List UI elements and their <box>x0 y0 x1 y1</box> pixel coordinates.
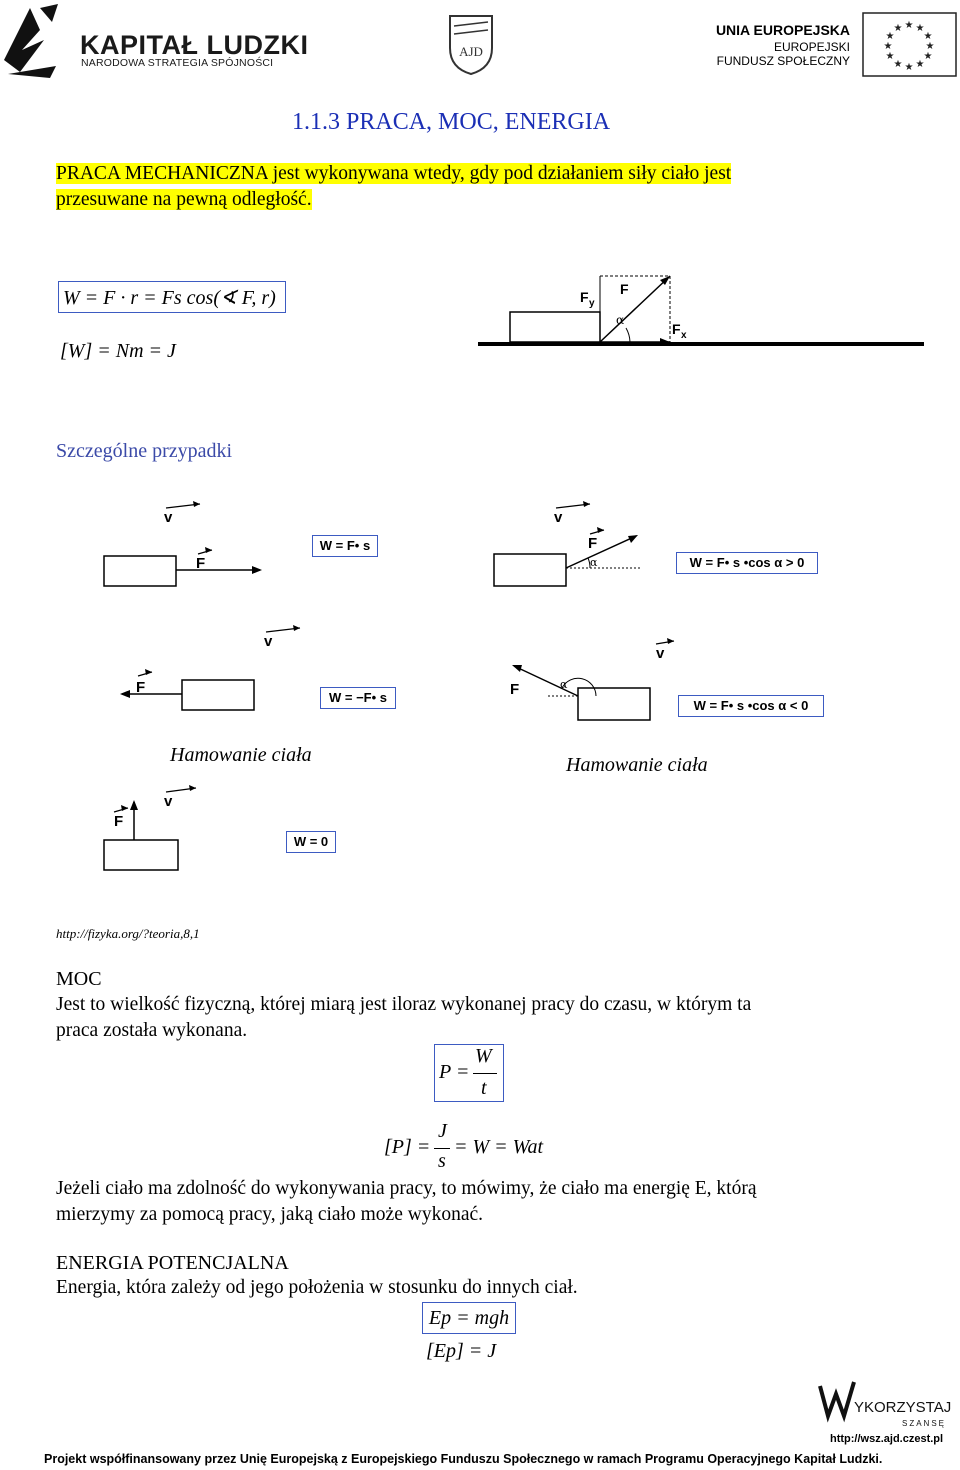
footer-url-link[interactable]: http://wsz.ajd.czest.pl <box>830 1433 944 1445</box>
svg-text:★: ★ <box>925 41 935 52</box>
angle-alpha-label: α <box>616 313 625 327</box>
power-unit: [P] = J s = W = Wat <box>384 1120 544 1172</box>
logo-subtext: SZANSĘ <box>902 1419 947 1428</box>
force-y-label: F <box>580 289 589 305</box>
work-force-diagram <box>474 262 934 354</box>
power-definition-line-2: praca została wykonana. <box>56 1020 248 1041</box>
force-label: F <box>588 535 598 552</box>
work-definition-text: jest wykonywana wtedy, gdy pod działaniem siły ciało jest <box>267 163 732 184</box>
energy-definition-line-2: mierzymy za pomocą pracy, jaką ciało może wykonać. <box>56 1204 484 1225</box>
svg-text:★: ★ <box>885 31 895 42</box>
svg-text:★: ★ <box>923 51 933 62</box>
work-definition-line-2: przesuwane na pewną odległość. <box>56 189 312 210</box>
eu-fund-line-2: FUNDUSZ SPOŁECZNY <box>716 54 850 68</box>
case-1-formula: W = F• s <box>312 535 378 557</box>
logo-text: YKORZYSTAJ <box>854 1399 952 1416</box>
svg-text:★: ★ <box>923 31 933 42</box>
velocity-label: v <box>264 633 273 650</box>
force-x-subscript: x <box>681 330 687 341</box>
braking-label-left: Hamowanie ciała <box>170 744 312 766</box>
angle-alpha-label: α <box>590 556 598 569</box>
svg-text:★: ★ <box>893 23 903 34</box>
velocity-label: v <box>164 509 173 526</box>
force-label: F <box>620 281 629 297</box>
svg-text:★: ★ <box>893 59 903 70</box>
power-definition-line-1: Jest to wielkość fizyczną, której miarą jest iloraz wykonanej pracy do czasu, w którym ta <box>56 994 752 1015</box>
force-label: F <box>196 555 206 572</box>
crest-text: AJD <box>459 44 483 59</box>
power-formula: P = W t <box>434 1044 504 1102</box>
svg-text:★: ★ <box>885 51 895 62</box>
footer-funding-note: Projekt współfinansowany przez Unię Europejską z Europejskiego Funduszu Społecznego w ramach Programu Operacyjnego Kapitał Ludzki. <box>44 1452 883 1466</box>
university-crest-icon <box>444 12 498 76</box>
potential-energy-definition: Energia, która zależy od jego położenia w stosunku do innych ciał. <box>56 1277 578 1298</box>
work-unit: [W] = Nm = J <box>60 340 176 362</box>
source-link[interactable]: http://fizyka.org/?teoria,8,1 <box>56 926 200 941</box>
svg-text:★: ★ <box>904 62 914 73</box>
force-x-label: F <box>672 321 681 337</box>
force-label: F <box>136 679 146 696</box>
energy-definition-line-1: Jeżeli ciało ma zdolność do wykonywania pracy, to mówimy, że ciało ma energię E, którą <box>56 1178 757 1199</box>
case-3-formula: W = −F• s <box>320 687 396 709</box>
velocity-label: v <box>554 509 563 526</box>
force-label: F <box>114 813 124 830</box>
special-cases-heading: Szczególne przypadki <box>56 440 233 462</box>
kl-subtitle: NARODOWA STRATEGIA SPÓJNOŚCI <box>81 57 274 69</box>
case-2-formula: W = F• s •cos α > 0 <box>676 552 818 574</box>
case-force-angle-obtuse <box>506 636 676 728</box>
velocity-label: v <box>656 645 665 662</box>
svg-text:★: ★ <box>904 20 914 31</box>
power-heading: MOC <box>56 968 102 990</box>
case-force-angle-acute <box>490 500 690 592</box>
eu-fund-line-1: EUROPEJSKI <box>773 40 850 54</box>
case-5-formula: W = 0 <box>286 831 336 853</box>
potential-energy-unit: [Ep] = J <box>426 1340 497 1362</box>
force-y-subscript: y <box>589 298 595 309</box>
svg-text:★: ★ <box>915 23 925 34</box>
work-definition-line-1 <box>56 163 731 185</box>
angle-alpha-label: α <box>560 678 568 691</box>
eu-title: UNIA EUROPEJSKA <box>715 22 850 38</box>
velocity-label: v <box>164 793 173 810</box>
braking-label-right: Hamowanie ciała <box>566 754 708 776</box>
page-title: 1.1.3 PRACA, MOC, ENERGIA <box>292 109 611 135</box>
wykorzystaj-szanse-logo <box>818 1380 958 1430</box>
eu-flag-icon <box>862 12 957 77</box>
potential-energy-formula: Ep = mgh <box>422 1302 516 1334</box>
case-4-formula: W = F• s •cos α < 0 <box>678 695 824 717</box>
svg-text:★: ★ <box>915 59 925 70</box>
force-label: F <box>510 681 520 698</box>
case-force-perpendicular <box>100 784 220 876</box>
case-force-opposite <box>120 624 320 716</box>
potential-energy-heading: ENERGIA POTENCJALNA <box>56 1252 289 1274</box>
work-definition-bold: PRACA MECHANICZNA <box>56 163 268 184</box>
kl-title: KAPITAŁ LUDZKI <box>80 30 309 60</box>
svg-text:★: ★ <box>883 41 893 52</box>
work-formula: W = F · r = Fs cos(∢ F, r) <box>58 281 286 313</box>
